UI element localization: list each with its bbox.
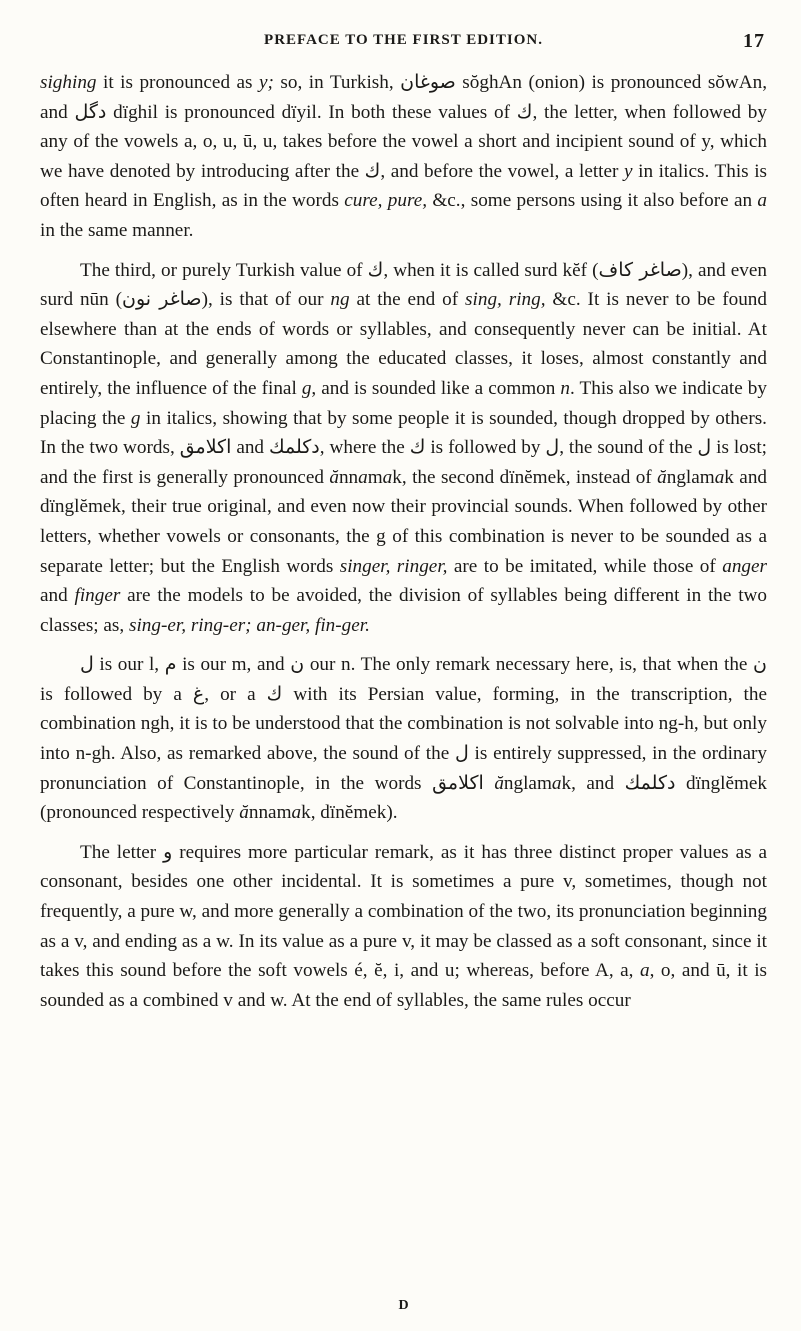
italic-text: y;: [259, 72, 274, 93]
arabic-script-word: دگل: [74, 100, 107, 123]
italic-text: n: [560, 377, 571, 399]
arabic-script-word: اكلامق: [432, 771, 484, 794]
signature-mark: D: [398, 1298, 409, 1313]
arabic-script-word: ل: [80, 653, 94, 676]
text-run: in the same manner.: [40, 219, 194, 241]
text-run: is followed by: [425, 437, 546, 459]
arabic-script-word: غ: [192, 682, 205, 705]
italic-text: sing, ring,: [465, 289, 546, 311]
arabic-script-word: م: [164, 653, 177, 676]
text-run: , the letter, when followed by any of the vowels a, o, u, ū, u, takes before the vowel a short and incipient sound of y, which we have denoted by introducing after the: [40, 101, 767, 182]
arabic-script-word: ك: [266, 682, 283, 705]
italic-text: a: [757, 190, 767, 212]
text-run: dïghil is pronounced dïyil. In both these values of: [106, 101, 517, 123]
italic-text: finger: [74, 585, 121, 607]
text-run: , where the: [319, 437, 410, 459]
text-run: &c., some persons using it also before an: [427, 190, 758, 212]
text-run: are to be imitated, while those of: [447, 555, 723, 577]
text-run: in italics. This is often heard in English, as in the words: [40, 160, 767, 212]
text-run: sŏghAn (onion) is pronounced sŏwAn, and: [40, 72, 767, 123]
text-run: &c. It is never to be found elsewhere than at the ends of words or syllables, and consequently never can be initial. At Constantinople, and generally among the educated classes, it loses, almost constantly and entirely, the influence of the final: [40, 289, 767, 399]
italic-text: a: [640, 960, 650, 982]
running-header: [40, 32, 767, 56]
text-run: k, and: [561, 772, 625, 794]
italic-text: g: [130, 407, 141, 429]
paragraph-4: [40, 838, 767, 1016]
text-run: k and dïnglĕmek, their true original, and even now their provincial sounds. When followed by other letters, whether vowels or consonants, the g of this combination is never to be sounded as a separate letter; but the English words: [40, 466, 768, 577]
paragraph-2: [40, 256, 767, 641]
text-run: it is pronounced as: [96, 72, 260, 93]
arabic-script-word: ك: [516, 100, 533, 123]
arabic-script-word: صاغر نون: [122, 288, 202, 311]
text-run: and: [40, 585, 75, 607]
italic-text: sighing: [40, 72, 97, 93]
text-run: nnam: [248, 802, 292, 824]
italic-text: g: [301, 377, 312, 399]
arabic-script-word: ن: [290, 653, 305, 676]
text-run: is entirely suppressed, in the ordinary pronunciation of Constantinople, in the words: [40, 743, 767, 794]
text-run: nglam: [666, 466, 715, 488]
text-run: our n. The only remark necessary here, is, that when the: [304, 654, 754, 676]
text-run: . This also we indicate by placing the: [40, 377, 767, 429]
arabic-script-word: صوغان: [400, 71, 456, 93]
text-run: k, the second dïnĕmek, instead of: [392, 466, 658, 488]
text-run: so, in Turkish,: [273, 72, 401, 93]
italic-text: a: [551, 772, 562, 794]
page-body: [40, 68, 767, 1015]
arabic-script-word: ك: [367, 258, 384, 281]
italic-text: ă: [239, 802, 249, 824]
text-run: , and before the vowel, a letter: [380, 160, 625, 182]
text-run: is lost; and the first is generally pronounced: [40, 437, 767, 488]
arabic-script-word: ل: [454, 742, 469, 765]
arabic-script-word: دكلمك: [268, 436, 320, 459]
arabic-script-word: ل: [697, 436, 712, 459]
italic-text: y: [624, 160, 633, 182]
arabic-script-word: ك: [364, 159, 381, 182]
text-run: The letter: [80, 841, 164, 863]
arabic-script-word: دكلمك: [624, 771, 676, 794]
header-title: PREFACE TO THE FIRST EDITION.: [264, 32, 543, 48]
text-run: requires more particular remark, as it has three distinct proper values as a consonant, besides one other incidental. It is sometimes a pure v, sometimes, though not frequently, a pure w, and more generally a combination of the two, its pronunciation beginning as a v, and ending as a w. In its value as a pure v, it may be classed as a soft consonant, since it takes this sound before the soft vowels é, ĕ, i, and u; whereas, before A, a,: [40, 841, 768, 982]
italic-text: a: [358, 466, 368, 488]
italic-text: ă: [657, 466, 667, 488]
paragraph-1: [40, 68, 767, 246]
text-run: is followed by a: [40, 683, 193, 705]
text-run: ), is that of our: [201, 289, 331, 311]
text-run: are the models to be avoided, the division of syllables being different in the two classes; as,: [40, 585, 767, 636]
paragraph-3: [40, 650, 767, 828]
arabic-script-word: اكلامق: [179, 436, 232, 459]
italic-text: ă: [494, 772, 504, 794]
text-run: , and is sounded like a common: [311, 377, 561, 399]
text-run: dïnglĕmek (pronounced respectively: [40, 772, 767, 824]
text-run: is our m, and: [176, 654, 291, 676]
italic-text: sing-er, ring-er; an-ger, fin-ger.: [129, 614, 370, 636]
italic-text: singer, ringer,: [339, 555, 448, 577]
text-run: with its Persian value, forming, in the transcription, the combination ngh, it is to be understood that the combination is not solvable into ng-h, but only into n-gh. Also, as remarked above, the sound of the: [40, 683, 767, 765]
text-run: in italics, showing that by some people it is sounded, though dropped by others. In the two words,: [40, 407, 767, 459]
italic-text: a: [291, 802, 302, 824]
italic-text: ng: [330, 289, 350, 311]
page-number: 17: [743, 30, 765, 52]
text-run: ), and even surd nūn (: [40, 259, 767, 311]
italic-text: a: [382, 466, 393, 488]
text-run: , o, and ū, it is sounded as a combined v and w. At the end of syllables, the same rules occur: [40, 960, 767, 1011]
arabic-script-word: ن: [753, 653, 767, 676]
text-run: , the sound of the: [559, 437, 698, 459]
text-run: , or a: [204, 683, 267, 705]
text-run: nn: [338, 466, 359, 488]
text-run: [484, 773, 495, 794]
arabic-script-word: ل: [545, 436, 560, 459]
text-run: m: [367, 466, 383, 488]
arabic-script-word: ك: [409, 436, 426, 459]
italic-text: cure, pure,: [344, 190, 428, 212]
text-run: , when it is called surd kĕf (: [383, 259, 599, 281]
italic-text: a: [714, 466, 725, 488]
text-run: and: [231, 437, 269, 459]
text-run: at the end of: [349, 289, 466, 311]
text-run: The third, or purely Turkish value of: [80, 259, 368, 281]
text-run: k, dïnĕmek).: [301, 802, 398, 824]
italic-text: ă: [329, 466, 339, 488]
text-run: nglam: [503, 772, 552, 794]
italic-text: anger: [722, 555, 767, 577]
arabic-script-word: و: [163, 840, 173, 863]
arabic-script-word: صاغر كاف: [598, 258, 682, 281]
book-page: [40, 0, 767, 1331]
text-run: is our l,: [93, 654, 165, 676]
